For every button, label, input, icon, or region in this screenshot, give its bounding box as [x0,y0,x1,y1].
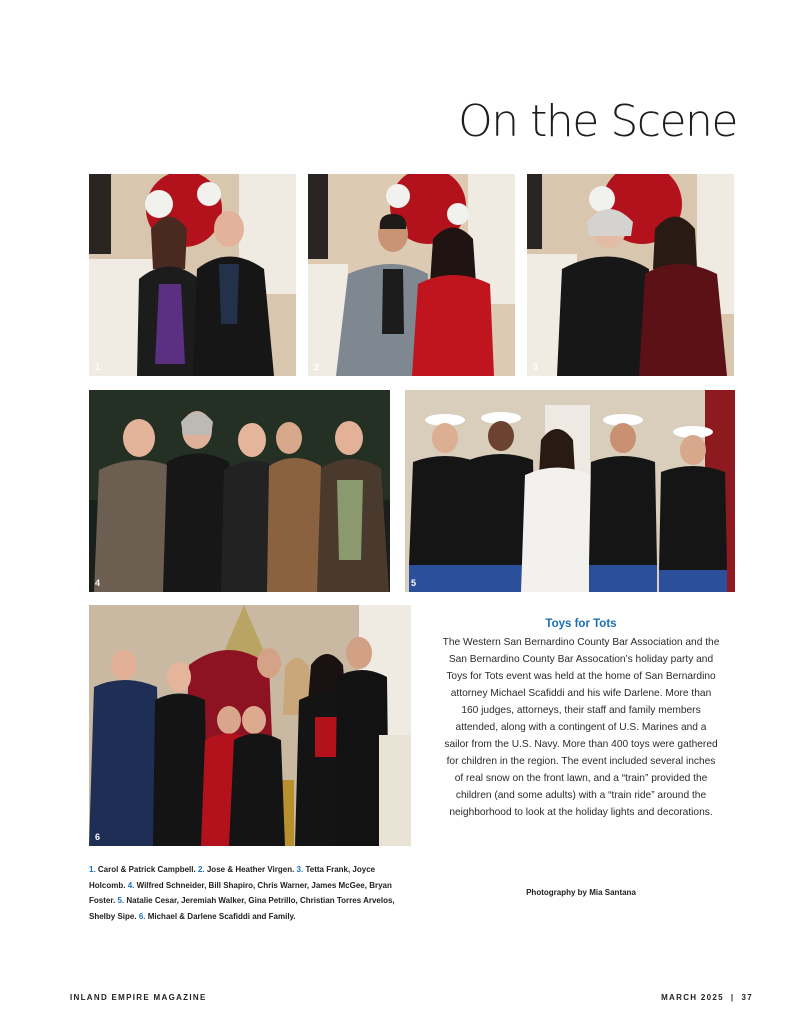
footer-magazine-name: INLAND EMPIRE MAGAZINE [70,993,207,1002]
event-photo-1 [89,174,296,376]
photo-number: 2 [314,362,320,372]
caption-number: 4. [127,880,135,890]
event-photo-4 [89,390,390,592]
photo-number: 1 [95,362,101,372]
photo-captions [89,862,411,924]
caption-text: Michael & Darlene Scafiddi and Family. [147,911,296,921]
caption-text: Jose & Heather Virgen. [206,865,295,874]
caption-number: 1. [89,865,96,874]
event-photo-3 [527,174,734,376]
article-body: The Western San Bernardino County Bar Association and the San Bernardino County Bar Assocation’s holiday party and Toys for Tots event was held at the home of San Bernardino attorney Michael Scafiddi and his wife Darlene. More than 160 judges, attorneys, their staff and family members attended, along with a contingent of U.S. Marines and a sailor from the U.S. Navy. More than 400 toys were gathered for children in the region. The event included several inches of real snow on the front lawn, and a “train” provided the children (and some adults) with a “train ride” around the neighborhood to look at the holiday lights and decorations. [442,637,720,818]
caption-number: 5. [117,896,125,906]
caption-text: Natalie Cesar, Jeremiah Walker, Gina Petrillo, Christian Torres Arvelos, Shelby Sipe. [89,896,395,921]
caption-number: 2. [197,865,205,874]
event-photo-5 [405,390,735,592]
photo-number: 6 [95,832,101,842]
caption-number: 6. [138,911,146,921]
event-photo-6 [89,605,411,846]
photo-number: 4 [95,578,101,588]
caption-text: Tetta Frank, Joyce Holcomb. [89,865,376,890]
article [442,616,720,821]
caption-number: 3. [296,865,304,874]
caption-text: Wilfred Schneider, Bill Shapiro, Chris Warner, James McGee, Bryan Foster. [89,880,392,906]
caption-text: Carol & Patrick Campbell. [97,865,196,874]
photo-number: 3 [533,362,539,372]
article-heading: Toys for Tots [545,618,617,630]
event-photo-2 [308,174,515,376]
footer-issue-page: MARCH 2025 | 37 [661,993,753,1002]
photo-number: 5 [411,578,417,588]
page-title: On the Scene [458,96,737,147]
photo-credit: Photography by Mia Santana [526,888,636,897]
